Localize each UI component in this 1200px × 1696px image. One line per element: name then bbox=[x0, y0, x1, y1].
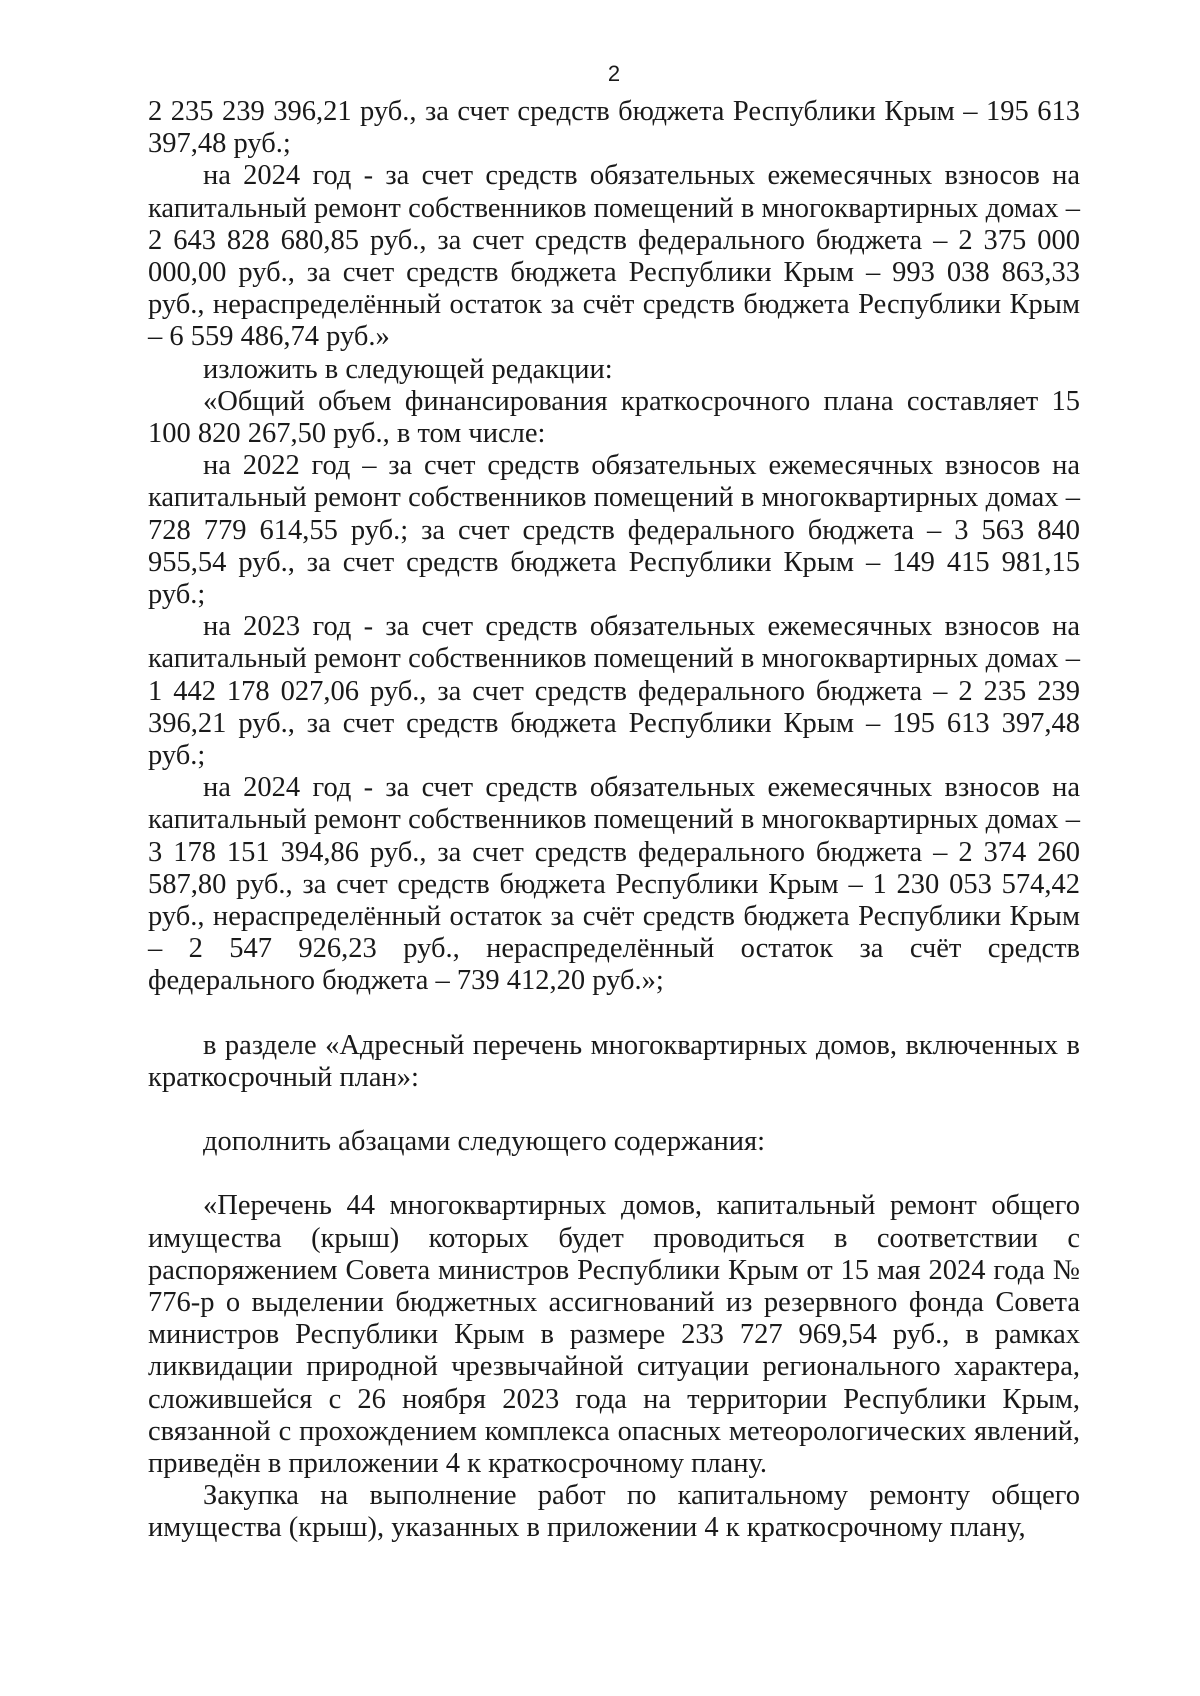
paragraph-old-2024: на 2024 год - за счет средств обязательных ежемесячных взносов на капитальный ремонт собственников помещений в многоквартирных домах – 2 643 828 680,85 руб., за счет средств федерального бюджета – 2 375 000 000,00 руб., за счет средств бюджета Республики Крым – 993 038 863,33 руб., нераспределённый остаток за счёт средств бюджета Республики Крым – 6 559 486,74 руб.» bbox=[148, 160, 1080, 353]
paragraph-new-2023: на 2023 год - за счет средств обязательных ежемесячных взносов на капитальный ремонт собственников помещений в многоквартирных домах – 1 442 178 027,06 руб., за счет средств федерального бюджета – 2 235 239 396,21 руб., за счет средств бюджета Республики Крым – 195 613 397,48 руб.; bbox=[148, 611, 1080, 772]
page-number: 2 bbox=[607, 61, 621, 86]
paragraph-total-financing: «Общий объем финансирования краткосрочного плана составляет 15 100 820 267,50 руб., в том числе: bbox=[148, 385, 1080, 450]
paragraph-new-2024: на 2024 год - за счет средств обязательных ежемесячных взносов на капитальный ремонт собственников помещений в многоквартирных домах – 3 178 151 394,86 руб., за счет средств федерального бюджета – 2 374 260 587,80 руб., за счет средств бюджета Республики Крым – 1 230 053 574,42 руб., нераспределённый остаток за счёт средств бюджета Республики Крым – 2 547 926,23 руб., нераспределённый остаток за счёт средств федерального бюджета – 739 412,20 руб.»; bbox=[148, 772, 1080, 997]
paragraph-new-edition-intro: изложить в следующей редакции: bbox=[203, 353, 613, 385]
document-page bbox=[148, 60, 1080, 1545]
paragraph-new-2022: на 2022 год – за счет средств обязательных ежемесячных взносов на капитальный ремонт собственников помещений в многоквартирных домах – 728 779 614,55 руб.; за счет средств федерального бюджета – 3 563 840 955,54 руб., за счет средств бюджета Республики Крым – 149 415 981,15 руб.; bbox=[148, 450, 1080, 611]
paragraph-continuation-2023: 2 235 239 396,21 руб., за счет средств бюджета Республики Крым – 195 613 397,48 руб.; bbox=[148, 96, 1080, 160]
paragraph-list-44-houses: «Перечень 44 многоквартирных домов, капитальный ремонт общего имущества (крыш) которых будет проводиться в соответствии с распоряжением Совета министров Республики Крым от 15 мая 2024 года № 776-р о выделении бюджетных ассигнований из резервного фонда Совета министров Республики Крым в размере 233 727 969,54 руб., в рамках ликвидации природной чрезвычайной ситуации регионального характера, сложившейся с 26 ноября 2023 года на территории Республики Крым, связанной с прохождением комплекса опасных метеорологических явлений, приведён в приложении 4 к краткосрочному плану. bbox=[148, 1190, 1080, 1479]
paragraph-address-section: в разделе «Адресный перечень многоквартирных домов, включенных в краткосрочный план»: bbox=[148, 1029, 1080, 1093]
paragraph-procurement: Закупка на выполнение работ по капитальному ремонту общего имущества (крыш), указанных в приложении 4 к краткосрочному плану, bbox=[148, 1480, 1080, 1544]
paragraph-supplement-intro: дополнить абзацами следующего содержания: bbox=[203, 1126, 766, 1158]
